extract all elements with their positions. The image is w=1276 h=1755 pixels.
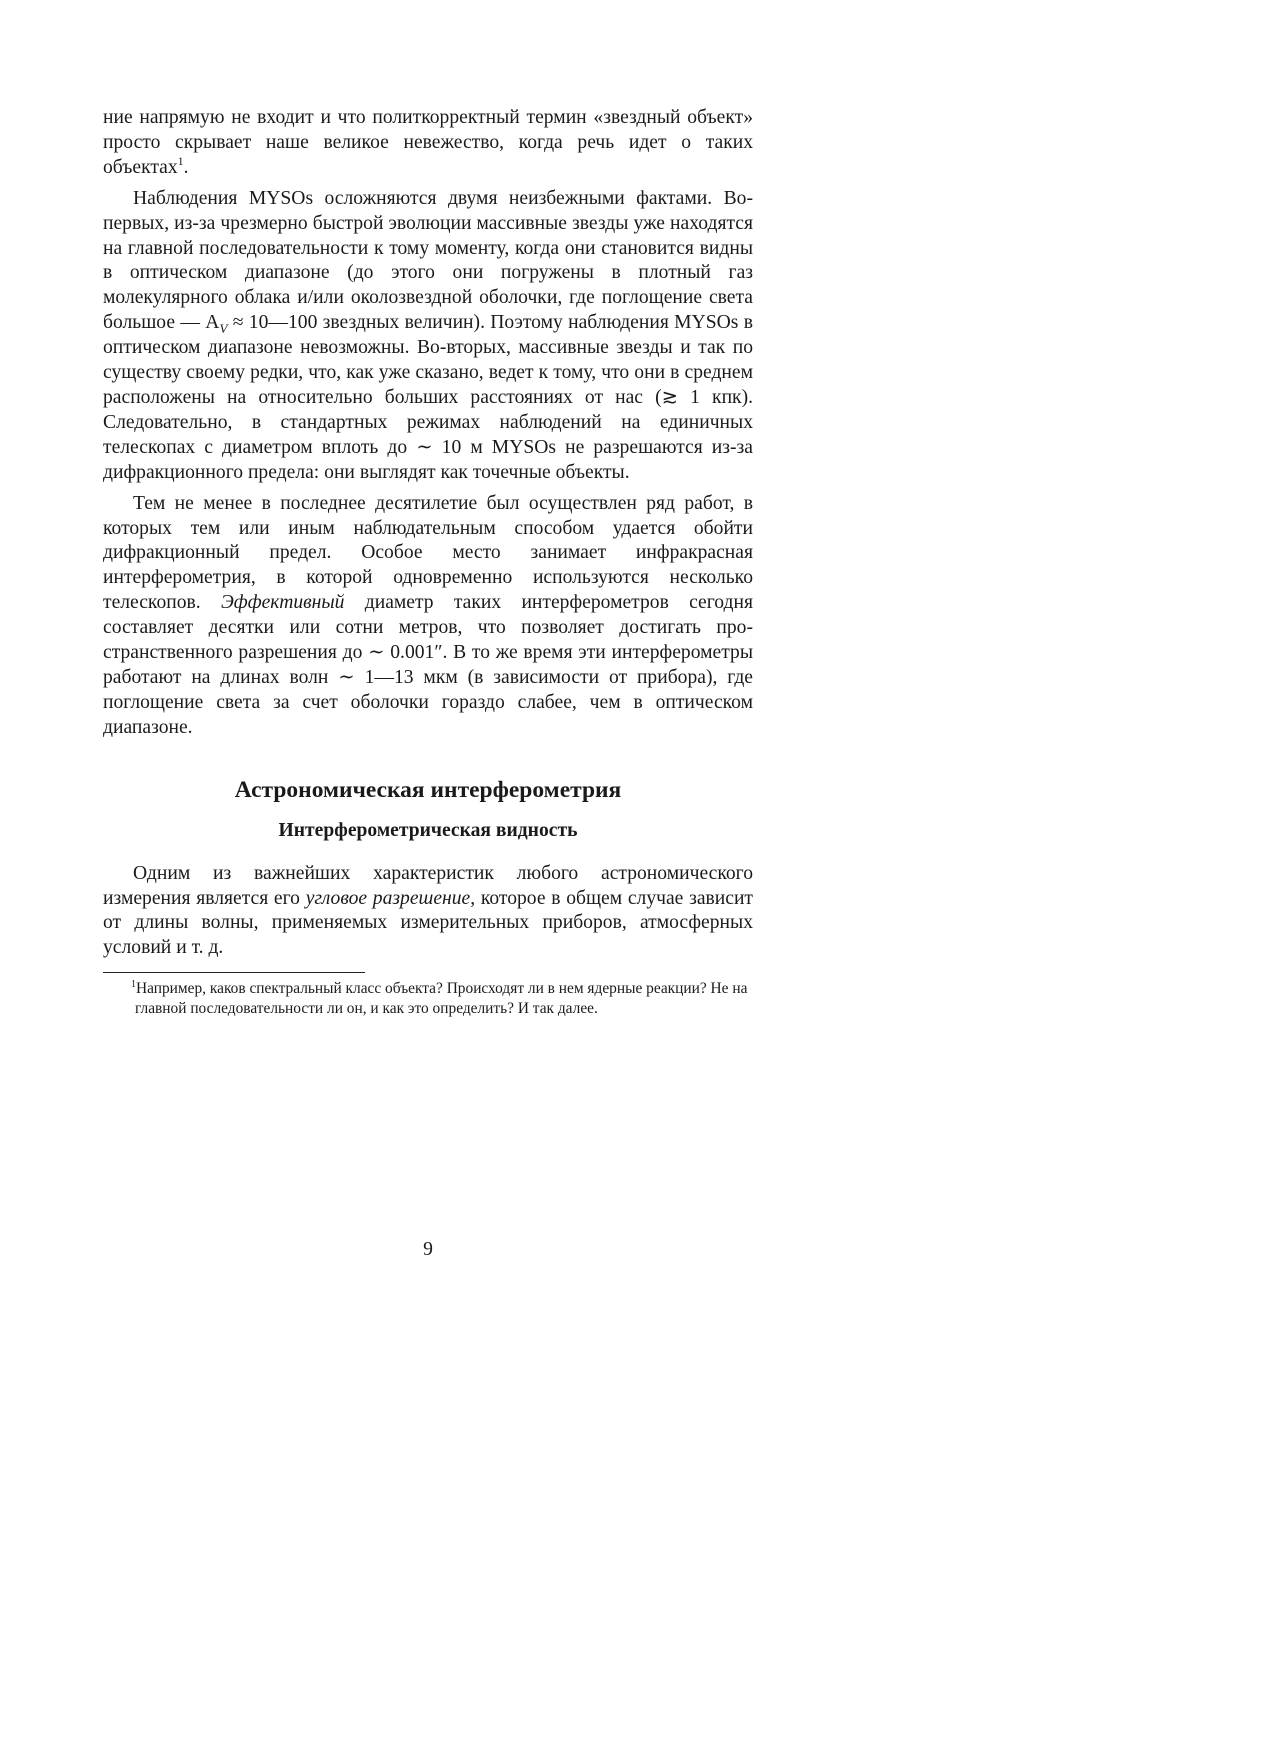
footnote-reference[interactable]: 1 <box>177 153 184 168</box>
page-number: 9 <box>423 1239 433 1260</box>
page-content <box>103 106 753 1260</box>
footnote <box>103 979 753 1018</box>
math-subscript: V <box>219 321 228 337</box>
emphasis-text: Эффективный <box>220 592 345 614</box>
paragraph-text: ние напрямую не входит и что политкорректный термин «звездный объект» просто скрывает наше великое невежество, когда речь идет о таких объектах <box>103 107 753 178</box>
paragraph-text: , которое в общем случае зависит от длины волны, применяемых измерительных приборов, атмосферных условий и т. д. <box>103 887 753 959</box>
section-title: Астрономическая интерферометрия <box>234 776 622 803</box>
paragraph-text: ≈ 10—100 звездных величин). Поэтому наблюдения MYSOs в оптическом диапазоне невозможны. Во-вторых, массивные звезды и так по существу своему редки, что, как уже сказано, ведет к тому, что они в среднем расположены на относительно больших расстояниях от нас (≳ 1 кпк). Следовательно, в стандартных режимах наблюдений на единичных телескопах с диаметром вплоть до ∼ 10 м MYSOs не разрешаются из-за дифракционного предела: они выглядят как точечные объекты. <box>103 312 753 483</box>
subsection-title: Интерферометрическая видность <box>278 819 578 841</box>
paragraph-text: Наблюдения MYSOs осложняются двумя неизбежными фактами. Во-первых, из-за чрезмерно быстрой эволюции массивные звезды уже находятся на главной последовательности к тому моменту, когда они становится видны в оптическом диапазоне (до этого они погружены в плотный газ молекулярного облака и/или околозвездной оболочки, где поглощение света большое — A <box>103 187 753 334</box>
footnote-divider <box>103 972 365 973</box>
paragraph-mysos-observations <box>103 187 753 486</box>
paragraph-punctuation: . <box>183 156 189 178</box>
paragraph-text: Одним из важнейших характеристик любого астрономического измерения является его <box>103 862 753 909</box>
emphasis-text: угловое разрешение <box>305 887 471 909</box>
paragraph-text: Тем не менее в последнее десятилетие был осуществлен ряд работ, в которых тем или иным наблюдательным способом удается обойти дифракционный предел. Особое место занимает инфракрасная интерферометрия, в которой одновременно используются несколько телескопов. <box>103 492 753 614</box>
footnote-mark: 1 <box>131 979 136 991</box>
paragraph-continuation <box>103 106 753 181</box>
paragraph-angular-resolution <box>103 862 753 962</box>
paragraph-interferometry-intro <box>103 492 753 741</box>
footnote-text: Например, каков спектральный класс объекта? Происходят ли в нем ядерные реакции? Не на главной последовательности ли он, и как это определить? И так далее. <box>135 980 748 1017</box>
paragraph-text: диаметр таких интерферометров сегодня составляет десятки или сотни метров, что позволяет достигать пространственного разрешения до ∼ 0.001″. В то же время эти интерферометры работают на длинах волн ∼ 1—13 мкм (в зависимости от прибора), где поглощение света за счет оболочки гораздо слабее, чем в оптическом диапазоне. <box>103 592 753 738</box>
